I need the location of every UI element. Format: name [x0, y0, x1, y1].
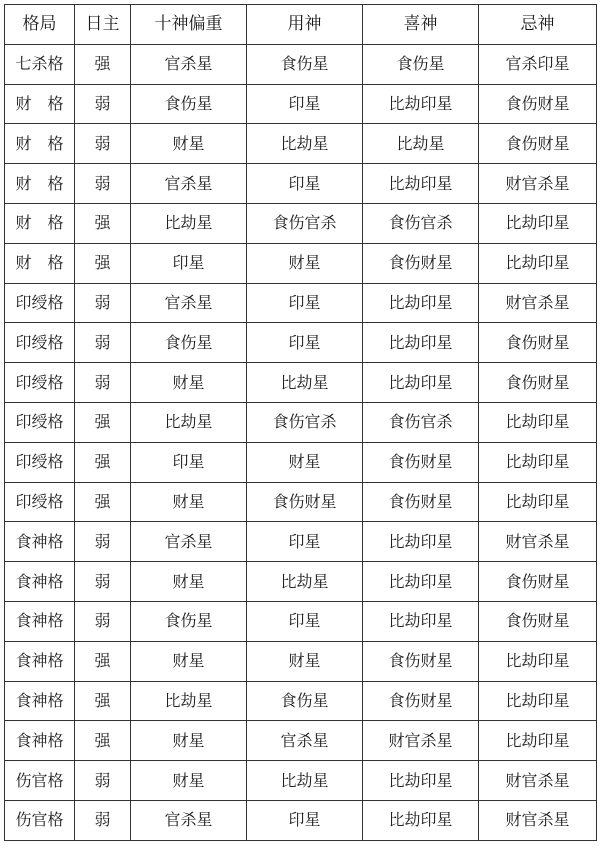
cell-shishen: 食伤星 [131, 84, 247, 124]
cell-jishen: 比劫印星 [479, 243, 597, 283]
document-page [4, 4, 596, 850]
cell-xishen: 比劫印星 [363, 323, 479, 363]
cell-geju: 七杀格 [5, 44, 75, 84]
cell-yongshen: 比劫星 [247, 761, 363, 801]
table-row [5, 203, 597, 243]
cell-shishen: 比劫星 [131, 402, 247, 442]
cell-rizhu: 强 [75, 641, 131, 681]
cell-rizhu: 弱 [75, 800, 131, 840]
cell-geju: 印绶格 [5, 402, 75, 442]
cell-jishen: 财官杀星 [479, 164, 597, 204]
cell-xishen: 食伤官杀 [363, 203, 479, 243]
cell-jishen: 财官杀星 [479, 283, 597, 323]
cell-jishen: 比劫印星 [479, 442, 597, 482]
cell-shishen: 比劫星 [131, 681, 247, 721]
table-row [5, 283, 597, 323]
cell-xishen: 比劫印星 [363, 363, 479, 403]
cell-shishen: 财星 [131, 721, 247, 761]
cell-geju: 印绶格 [5, 363, 75, 403]
cell-geju: 食神格 [5, 522, 75, 562]
cell-xishen: 比劫印星 [363, 522, 479, 562]
cell-yongshen: 食伤星 [247, 681, 363, 721]
cell-yongshen: 印星 [247, 800, 363, 840]
cell-jishen: 食伤财星 [479, 601, 597, 641]
cell-yongshen: 财星 [247, 243, 363, 283]
cell-xishen: 食伤财星 [363, 681, 479, 721]
cell-shishen: 财星 [131, 482, 247, 522]
cell-geju: 财 格 [5, 124, 75, 164]
cell-jishen: 比劫印星 [479, 402, 597, 442]
cell-yongshen: 印星 [247, 164, 363, 204]
cell-rizhu: 强 [75, 243, 131, 283]
cell-jishen: 比劫印星 [479, 681, 597, 721]
cell-shishen: 官杀星 [131, 800, 247, 840]
cell-yongshen: 食伤财星 [247, 482, 363, 522]
cell-xishen: 食伤财星 [363, 243, 479, 283]
cell-geju: 伤官格 [5, 761, 75, 801]
table-row [5, 482, 597, 522]
cell-geju: 食神格 [5, 562, 75, 602]
cell-yongshen: 比劫星 [247, 562, 363, 602]
cell-jishen: 食伤财星 [479, 84, 597, 124]
cell-yongshen: 印星 [247, 84, 363, 124]
table-row [5, 522, 597, 562]
cell-shishen: 食伤星 [131, 601, 247, 641]
cell-rizhu: 强 [75, 442, 131, 482]
cell-jishen: 食伤财星 [479, 323, 597, 363]
cell-yongshen: 印星 [247, 601, 363, 641]
cell-xishen: 食伤财星 [363, 641, 479, 681]
cell-xishen: 比劫印星 [363, 84, 479, 124]
cell-rizhu: 弱 [75, 84, 131, 124]
cell-rizhu: 弱 [75, 601, 131, 641]
cell-xishen: 食伤财星 [363, 482, 479, 522]
cell-rizhu: 强 [75, 44, 131, 84]
header-yongshen: 用神 [247, 5, 363, 45]
cell-xishen: 比劫印星 [363, 164, 479, 204]
table-row [5, 681, 597, 721]
cell-xishen: 食伤财星 [363, 442, 479, 482]
cell-xishen: 财官杀星 [363, 721, 479, 761]
cell-shishen: 印星 [131, 243, 247, 283]
table-row [5, 601, 597, 641]
table-row [5, 44, 597, 84]
geju-table [4, 4, 597, 841]
cell-jishen: 财官杀星 [479, 800, 597, 840]
table-header [5, 5, 597, 45]
cell-geju: 食神格 [5, 681, 75, 721]
table-row [5, 243, 597, 283]
table-row [5, 721, 597, 761]
cell-shishen: 财星 [131, 761, 247, 801]
header-row [5, 5, 597, 45]
cell-yongshen: 食伤官杀 [247, 203, 363, 243]
cell-xishen: 比劫星 [363, 124, 479, 164]
cell-rizhu: 弱 [75, 124, 131, 164]
cell-geju: 印绶格 [5, 283, 75, 323]
cell-rizhu: 弱 [75, 323, 131, 363]
cell-xishen: 比劫印星 [363, 601, 479, 641]
cell-shishen: 食伤星 [131, 323, 247, 363]
cell-shishen: 财星 [131, 124, 247, 164]
cell-shishen: 印星 [131, 442, 247, 482]
cell-xishen: 比劫印星 [363, 562, 479, 602]
table-row [5, 402, 597, 442]
cell-jishen: 财官杀星 [479, 761, 597, 801]
cell-yongshen: 比劫星 [247, 363, 363, 403]
cell-jishen: 比劫印星 [479, 482, 597, 522]
cell-rizhu: 强 [75, 402, 131, 442]
table-row [5, 164, 597, 204]
cell-xishen: 食伤星 [363, 44, 479, 84]
cell-geju: 财 格 [5, 84, 75, 124]
cell-yongshen: 食伤官杀 [247, 402, 363, 442]
cell-geju: 财 格 [5, 203, 75, 243]
cell-jishen: 比劫印星 [479, 641, 597, 681]
cell-rizhu: 弱 [75, 522, 131, 562]
cell-geju: 印绶格 [5, 442, 75, 482]
table-body [5, 44, 597, 840]
header-rizhu: 日主 [75, 5, 131, 45]
cell-shishen: 比劫星 [131, 203, 247, 243]
cell-rizhu: 弱 [75, 283, 131, 323]
cell-rizhu: 弱 [75, 363, 131, 403]
cell-rizhu: 强 [75, 681, 131, 721]
cell-yongshen: 财星 [247, 641, 363, 681]
cell-shishen: 官杀星 [131, 522, 247, 562]
cell-jishen: 财官杀星 [479, 522, 597, 562]
cell-geju: 印绶格 [5, 323, 75, 363]
table-row [5, 323, 597, 363]
header-jishen: 忌神 [479, 5, 597, 45]
cell-rizhu: 强 [75, 482, 131, 522]
header-geju: 格局 [5, 5, 75, 45]
cell-yongshen: 官杀星 [247, 721, 363, 761]
cell-rizhu: 弱 [75, 164, 131, 204]
cell-rizhu: 强 [75, 203, 131, 243]
cell-jishen: 食伤财星 [479, 124, 597, 164]
cell-jishen: 比劫印星 [479, 203, 597, 243]
cell-rizhu: 弱 [75, 562, 131, 602]
cell-geju: 食神格 [5, 721, 75, 761]
table-row [5, 124, 597, 164]
cell-jishen: 食伤财星 [479, 363, 597, 403]
cell-geju: 食神格 [5, 641, 75, 681]
cell-geju: 印绶格 [5, 482, 75, 522]
cell-geju: 财 格 [5, 243, 75, 283]
cell-geju: 伤官格 [5, 800, 75, 840]
table-row [5, 442, 597, 482]
cell-rizhu: 强 [75, 721, 131, 761]
table-row [5, 800, 597, 840]
cell-jishen: 比劫印星 [479, 721, 597, 761]
cell-rizhu: 弱 [75, 761, 131, 801]
cell-xishen: 比劫印星 [363, 800, 479, 840]
cell-jishen: 官杀印星 [479, 44, 597, 84]
cell-xishen: 比劫印星 [363, 761, 479, 801]
cell-shishen: 官杀星 [131, 164, 247, 204]
table-row [5, 562, 597, 602]
cell-geju: 财 格 [5, 164, 75, 204]
cell-yongshen: 比劫星 [247, 124, 363, 164]
cell-xishen: 比劫印星 [363, 283, 479, 323]
cell-shishen: 财星 [131, 562, 247, 602]
cell-geju: 食神格 [5, 601, 75, 641]
cell-yongshen: 印星 [247, 522, 363, 562]
cell-yongshen: 财星 [247, 442, 363, 482]
cell-yongshen: 食伤星 [247, 44, 363, 84]
cell-xishen: 食伤官杀 [363, 402, 479, 442]
cell-yongshen: 印星 [247, 323, 363, 363]
cell-shishen: 官杀星 [131, 44, 247, 84]
cell-jishen: 食伤财星 [479, 562, 597, 602]
cell-shishen: 财星 [131, 363, 247, 403]
cell-shishen: 官杀星 [131, 283, 247, 323]
table-row [5, 84, 597, 124]
table-row [5, 363, 597, 403]
header-shishen: 十神偏重 [131, 5, 247, 45]
cell-yongshen: 印星 [247, 283, 363, 323]
table-row [5, 761, 597, 801]
cell-shishen: 财星 [131, 641, 247, 681]
table-row [5, 641, 597, 681]
header-xishen: 喜神 [363, 5, 479, 45]
